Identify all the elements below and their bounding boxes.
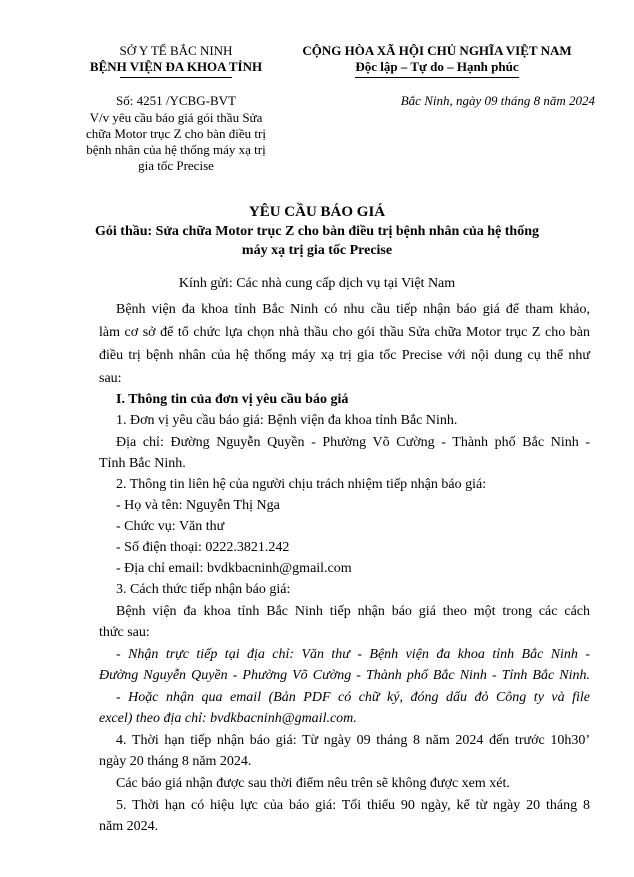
method2-line: - Hoặc nhận qua email (Bản PDF có chữ ký, đóng dấu đỏ Công ty và file	[116, 690, 590, 705]
header-left-underline	[120, 77, 232, 78]
contact-position: - Chức vụ: Văn thư	[116, 519, 225, 534]
section1-heading: I. Thông tin của đơn vị yêu cầu báo giá	[116, 392, 349, 407]
late-note: Các báo giá nhận được sau thời điểm nêu trên sẽ không được xem xét.	[116, 776, 510, 791]
place-date: Bắc Ninh, ngày 09 tháng 8 năm 2024	[400, 93, 595, 108]
recipient: Kính gửi: Các nhà cung cấp dịch vụ tại Việt Nam	[178, 276, 456, 291]
ministry-name: SỞ Y TẾ BẮC NINH	[119, 43, 233, 58]
package-line: máy xạ trị gia tốc Precise	[241, 243, 393, 258]
item4-line: ngày 20 tháng 8 năm 2024.	[99, 754, 252, 769]
header-right-underline	[355, 77, 519, 78]
item4-line: 4. Thời hạn tiếp nhận báo giá: Từ ngày 09 tháng 8 năm 2024 đến trước 10h30’	[116, 733, 590, 748]
intro-line: sau:	[99, 371, 122, 386]
item5-line: 5. Thời hạn có hiệu lực của báo giá: Tối thiểu 90 ngày, kể từ ngày 20 tháng 8	[116, 798, 590, 813]
method2-line: excel) theo địa chỉ: bvdkbacninh@gmail.com.	[99, 711, 357, 726]
package-name	[60, 222, 574, 260]
item5-line: năm 2024.	[99, 819, 159, 834]
subject-line: gia tốc Precise	[138, 158, 214, 173]
item3-text: 3. Cách thức tiếp nhận báo giá:	[116, 582, 291, 597]
intro-line: Bệnh viện đa khoa tỉnh Bắc Ninh có nhu cầu tiếp nhận báo giá để tham khảo,	[116, 302, 590, 317]
document-subject	[58, 110, 294, 174]
item2-text: 2. Thông tin liên hệ của người chịu trách nhiệm tiếp nhận báo giá:	[116, 477, 487, 492]
hospital-name: BỆNH VIỆN ĐA KHOA TỈNH	[89, 59, 263, 74]
subject-line: bệnh nhân của hệ thống máy xạ trị	[86, 142, 266, 157]
package-line: Gói thầu: Sửa chữa Motor trục Z cho bàn điều trị bệnh nhân của hệ thống	[95, 224, 539, 239]
subject-line: chữa Motor trục Z cho bàn điều trị	[86, 126, 266, 141]
item3-desc-line: Bệnh viện đa khoa tỉnh Bắc Ninh tiếp nhận báo giá theo một trong các cách	[116, 604, 590, 619]
item1-text: 1. Đơn vị yêu cầu báo giá: Bệnh viện đa khoa tỉnh Bắc Ninh.	[116, 413, 458, 428]
intro-line: làm cơ sở để tổ chức lựa chọn nhà thầu cho gói thầu Sửa chữa Motor trục Z cho bàn	[99, 325, 590, 340]
subject-line: V/v yêu cầu báo giá gói thầu Sửa	[89, 110, 263, 125]
item3-desc-line: thức sau:	[99, 625, 150, 640]
contact-phone: - Số điện thoại: 0222.3821.242	[116, 540, 290, 555]
address-line: Địa chỉ: Đường Nguyễn Quyền - Phường Võ Cường - Thành phố Bắc Ninh -	[116, 435, 590, 450]
method1-line: - Nhận trực tiếp tại địa chỉ: Văn thư - Bệnh viện đa khoa tỉnh Bắc Ninh -	[116, 647, 590, 662]
country-name: CỘNG HÒA XÃ HỘI CHỦ NGHĨA VIỆT NAM	[302, 43, 572, 58]
document-title: YÊU CẦU BÁO GIÁ	[248, 204, 386, 220]
address-line: Tỉnh Bắc Ninh.	[99, 456, 186, 471]
intro-line: điều trị bệnh nhân của hệ thống máy xạ trị gia tốc Precise với nội dung cụ thể như	[99, 348, 590, 363]
document-number: Số: 4251 /YCBG-BVT	[116, 93, 236, 108]
method1-line: Đường Nguyễn Quyền - Phường Võ Cường - Thành phố Bắc Ninh - Tỉnh Bắc Ninh.	[99, 668, 590, 683]
contact-email: - Địa chỉ email: bvdkbacninh@gmail.com	[116, 561, 352, 576]
national-motto: Độc lập – Tự do – Hạnh phúc	[355, 59, 519, 74]
contact-name: - Họ và tên: Nguyễn Thị Nga	[116, 498, 280, 513]
